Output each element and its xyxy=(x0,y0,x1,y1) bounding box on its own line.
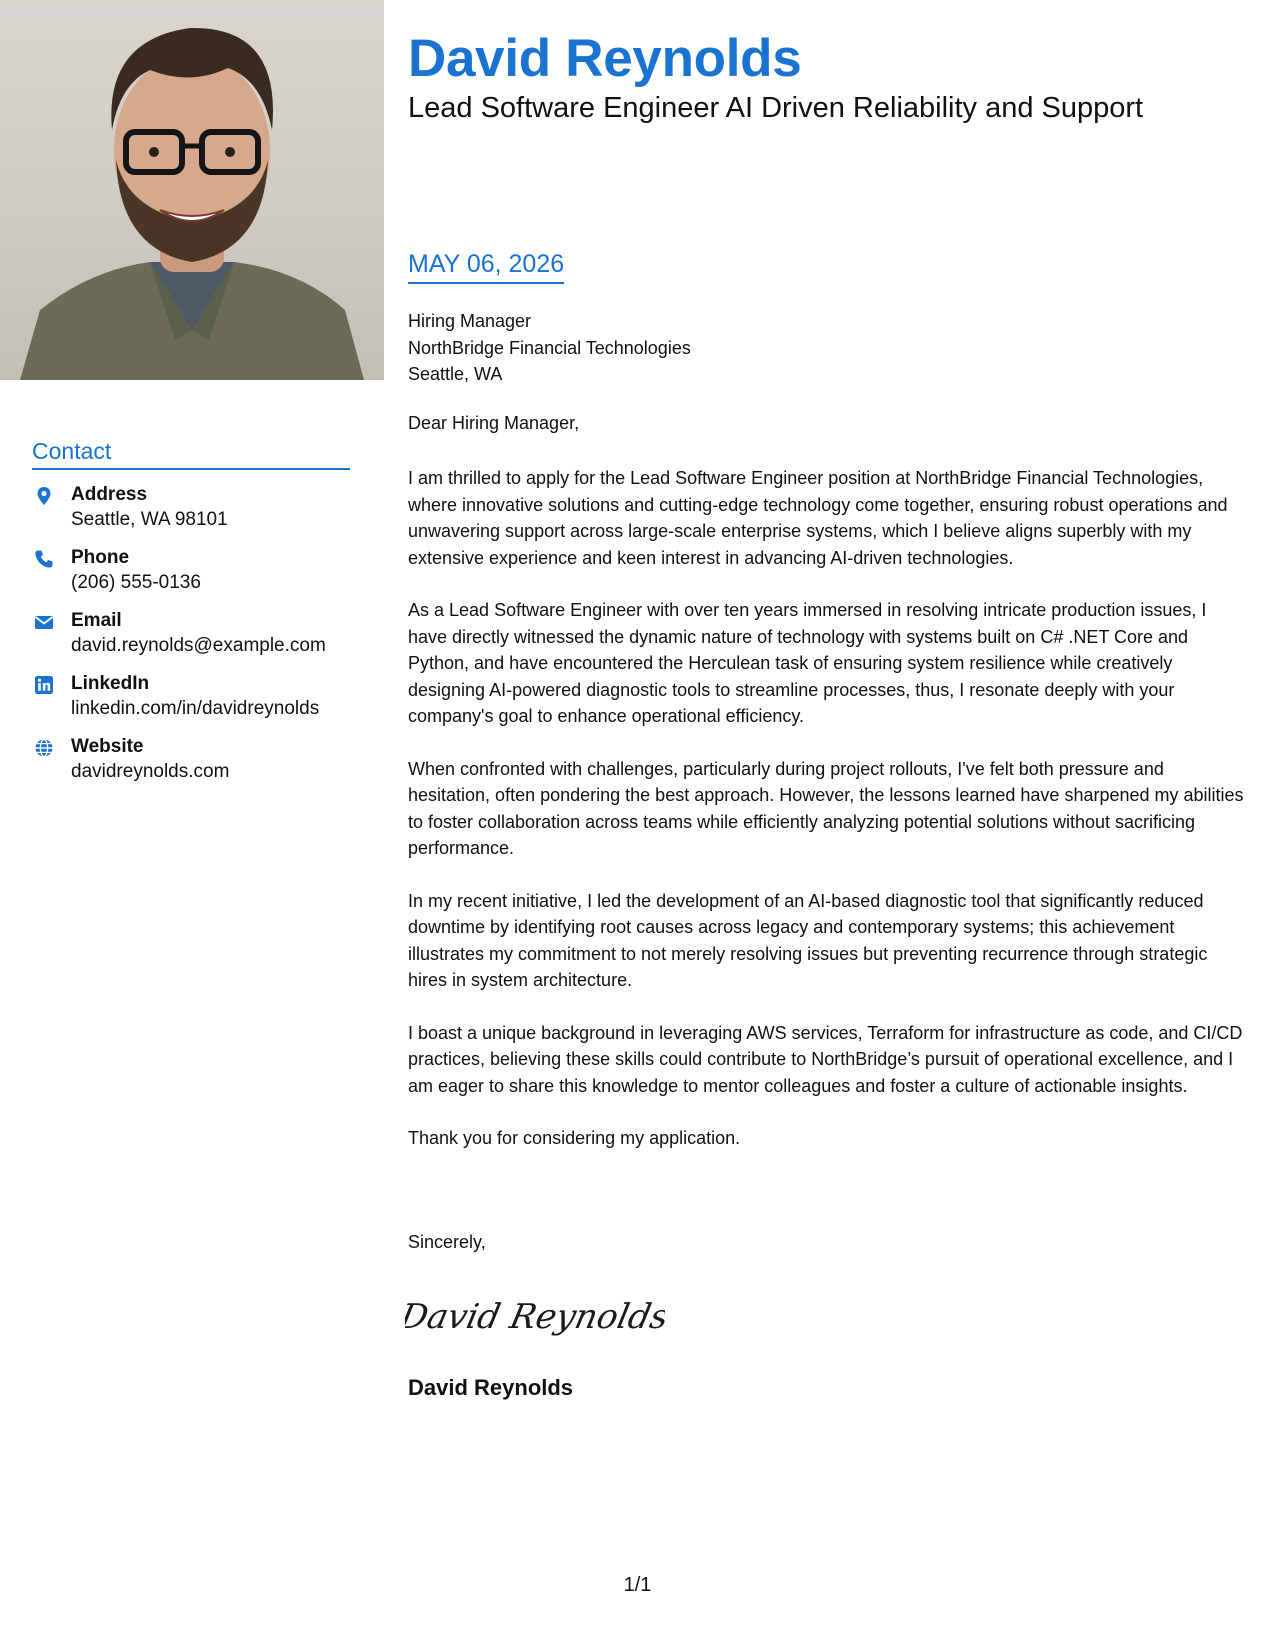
contact-value-email[interactable]: david.reynolds@example.com xyxy=(71,635,326,656)
letter-body xyxy=(408,465,1248,1178)
body-paragraph: When confronted with challenges, particularly during project rollouts, I've felt both pressure and hesitation, often pondering the best approach. However, the lessons learned have sharpened my abilities to foster collaboration across teams while efficiently analyzing potential solutions without sacrificing performance. xyxy=(408,758,1244,858)
profile-photo-illustration xyxy=(0,0,384,380)
contact-value-address: Seattle, WA 98101 xyxy=(71,509,228,530)
signer-name: David Reynolds xyxy=(408,1375,574,1400)
globe-icon xyxy=(34,738,54,758)
contact-value-website[interactable]: davidreynolds.com xyxy=(71,761,230,782)
contact-label-website: Website xyxy=(71,736,144,757)
closing: Sincerely, xyxy=(408,1232,486,1252)
contact-item-email xyxy=(32,610,372,660)
phone-icon xyxy=(34,549,54,569)
letter-date: MAY 06, 2026 xyxy=(408,250,564,284)
body-paragraph: In my recent initiative, I led the development of an AI-based diagnostic tool that significantly reduced downtime by identifying root causes across legacy and contemporary systems; this achievement illustrates my commitment to not merely resolving issues but preventing recurrence through strategic hires in system architecture. xyxy=(408,890,1208,990)
recipient-company: NorthBridge Financial Technologies xyxy=(408,337,691,358)
profile-photo xyxy=(0,0,384,380)
contact-label-linkedin: LinkedIn xyxy=(71,673,150,694)
location-pin-icon xyxy=(34,486,54,506)
contact-item-linkedin xyxy=(32,673,372,723)
contact-item-website xyxy=(32,736,372,786)
job-title: Lead Software Engineer AI Driven Reliability and Support xyxy=(408,92,1144,124)
contact-label-address: Address xyxy=(71,484,148,505)
contact-label-email: Email xyxy=(71,610,122,631)
recipient-location: Seattle, WA xyxy=(408,364,503,384)
body-paragraph: I am thrilled to apply for the Lead Software Engineer position at NorthBridge Financial Technologies, where innovative solutions and cutting-edge technology come together, ensuring robust operations and unwavering support across large-scale enterprise systems, which I believe aligns superbly with my extensive experience and keen interest in advancing AI-driven technologies. xyxy=(408,468,1228,568)
body-paragraph: As a Lead Software Engineer with over ten years immersed in resolving intricate production issues, I have directly witnessed the dynamic nature of technology with systems built on C# .NET Core and Python, and have encountered the Herculean task of ensuring system resilience while creatively designing AI-powered diagnostic tools to streamline processes, thus, I resonate deeply with your company's goal to enhance operational efficiency. xyxy=(408,600,1207,726)
contact-item-address xyxy=(32,484,372,534)
body-paragraph: I boast a unique background in leveraging AWS services, Terraform for infrastructure as code, and CI/CD practices, believing these skills could contribute to NorthBridge’s pursuit of operational excellence, and I am eager to share this knowledge to mentor colleagues and foster a culture of actionable insights. xyxy=(408,1022,1243,1096)
signature-text: David Reynolds xyxy=(405,1297,665,1337)
page-number: 1/1 xyxy=(623,1574,652,1596)
contact-heading: Contact xyxy=(32,438,350,470)
applicant-name: David Reynolds xyxy=(408,29,802,88)
contact-label-phone: Phone xyxy=(71,547,130,568)
handwritten-signature xyxy=(405,1286,665,1346)
body-paragraph: Thank you for considering my application. xyxy=(408,1128,741,1148)
contact-item-phone xyxy=(32,547,372,597)
contact-value-linkedin[interactable]: linkedin.com/in/davidreynolds xyxy=(71,698,320,719)
recipient-block xyxy=(408,308,691,388)
salutation: Dear Hiring Manager, xyxy=(408,413,580,433)
contact-value-phone: (206) 555-0136 xyxy=(71,572,201,593)
linkedin-icon xyxy=(34,675,54,695)
recipient-title: Hiring Manager xyxy=(408,311,532,331)
email-icon xyxy=(34,612,54,632)
